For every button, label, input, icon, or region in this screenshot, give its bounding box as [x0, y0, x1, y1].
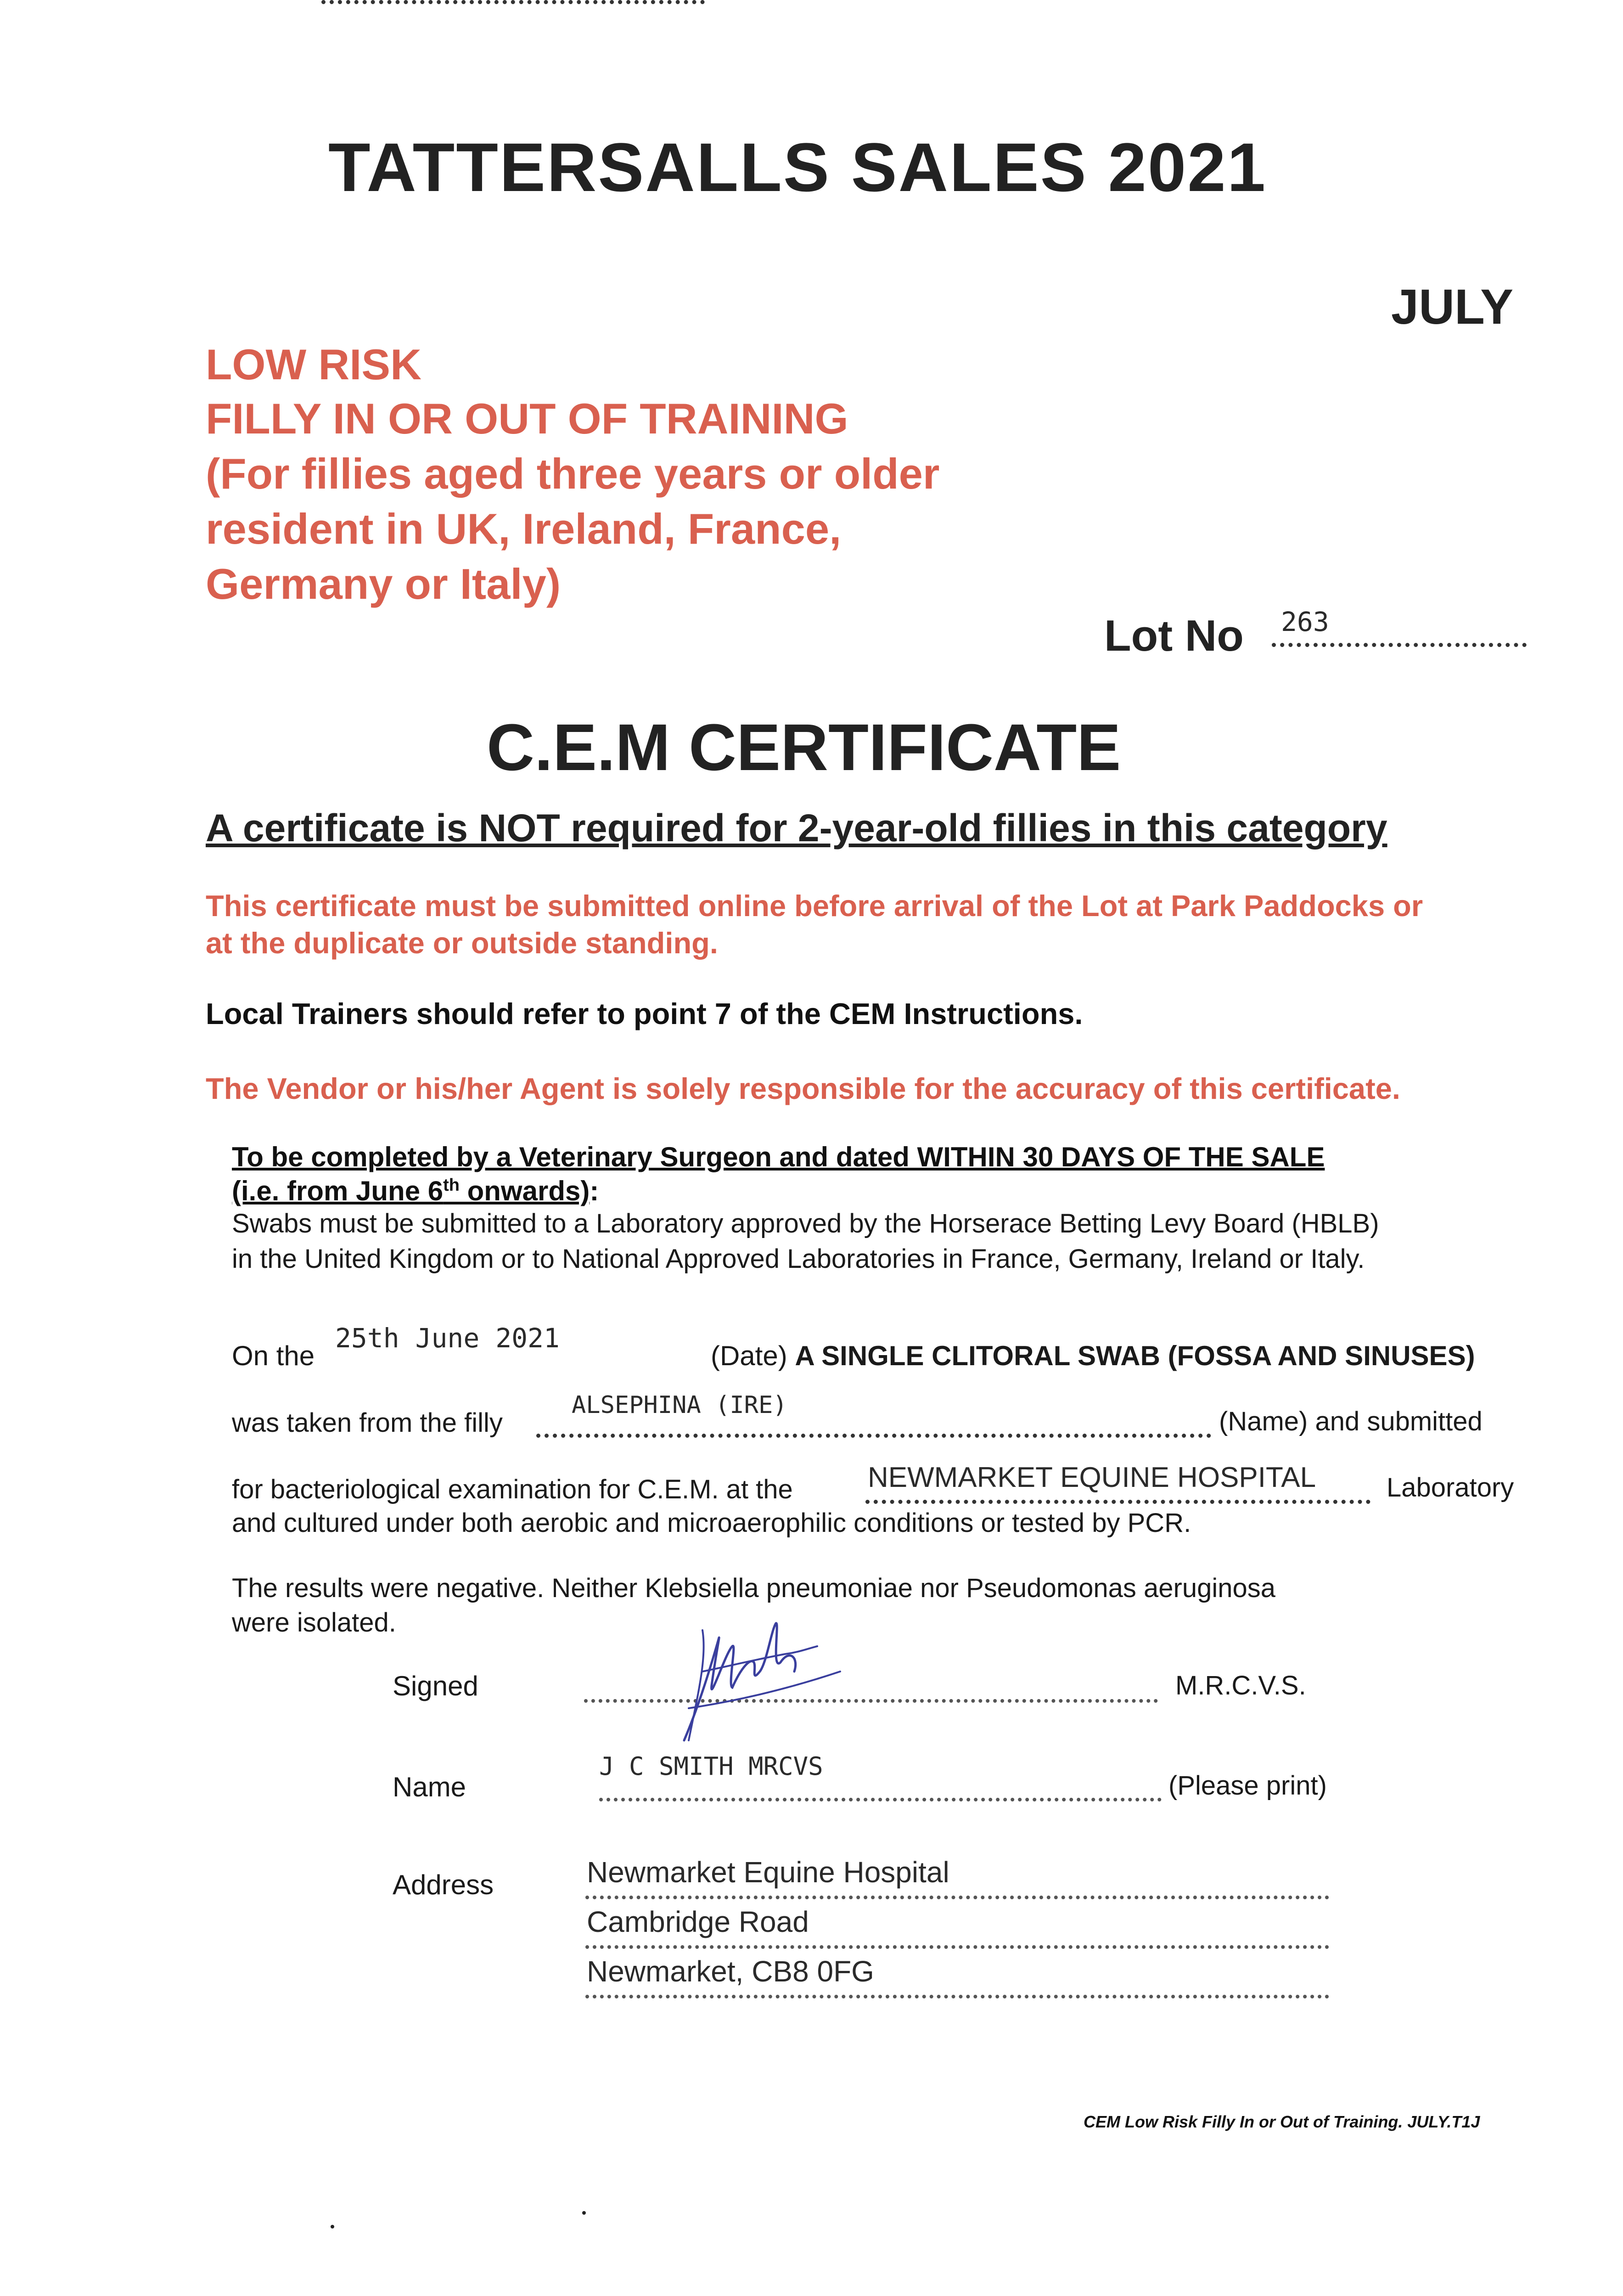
- address-line-2[interactable]: Cambridge Road: [587, 1905, 809, 1938]
- not-required-notice: A certificate is NOT required for 2-year-old fillies in this category: [206, 806, 1387, 850]
- filly-name-value[interactable]: ALSEPHINA (IRE): [572, 1391, 787, 1419]
- ordinal-suffix: th: [443, 1176, 460, 1195]
- vet-instructions-heading-2: [232, 1175, 599, 1207]
- please-print-label: (Please print): [1168, 1771, 1327, 1801]
- category-line-2: FILLY IN OR OUT OF TRAINING: [206, 394, 848, 443]
- category-line-4: resident in UK, Ireland, France,: [206, 505, 842, 553]
- name-label: Name: [393, 1772, 466, 1802]
- exam-text: for bacteriological examination for C.E.M. at the: [232, 1474, 793, 1504]
- category-line-5: Germany or Italy): [206, 560, 561, 608]
- address-line-3-dots: [585, 1995, 1329, 1998]
- heading-colon: :: [590, 1176, 599, 1206]
- address-line-3[interactable]: Newmarket, CB8 0FG: [587, 1955, 874, 1988]
- date-range-text: (i.e. from June 6: [232, 1176, 444, 1206]
- taken-from-label: was taken from the filly: [232, 1408, 503, 1438]
- scan-mark: [331, 2225, 334, 2228]
- name-submitted-label: (Name) and submitted: [1219, 1407, 1483, 1436]
- signed-label: Signed: [393, 1671, 478, 1701]
- filly-name-line: [536, 1434, 1211, 1438]
- mrcvs-label: M.R.C.V.S.: [1175, 1671, 1306, 1700]
- form-reference: CEM Low Risk Filly In or Out of Training. JULY.T1J: [1084, 2112, 1480, 2131]
- date-label: [711, 1340, 1475, 1372]
- category-line-3: (For fillies aged three years or older: [206, 450, 940, 498]
- culture-text: and cultured under both aerobic and microaerophilic conditions or tested by PCR.: [232, 1508, 1191, 1538]
- sale-title: TATTERSALLS SALES 2021: [328, 129, 1267, 206]
- laboratory-label: Laboratory: [1387, 1473, 1514, 1503]
- lot-number-line: [1272, 643, 1527, 647]
- address-label: Address: [393, 1869, 494, 1900]
- swab-submission-line-2: in the United Kingdom or to National Approved Laboratories in France, Germany, Ireland or Italy.: [232, 1244, 1365, 1274]
- submission-instruction-line-1: This certificate must be submitted online before arrival of the Lot at Park Paddocks or: [206, 889, 1423, 923]
- address-line-1[interactable]: Newmarket Equine Hospital: [587, 1856, 949, 1889]
- category-line-1: LOW RISK: [206, 340, 421, 388]
- results-line-1: The results were negative. Neither Klebsiella pneumoniae nor Pseudomonas aeruginosa: [232, 1573, 1276, 1603]
- laboratory-line: [865, 1500, 1370, 1504]
- date-range-end: onwards): [459, 1176, 590, 1206]
- vendor-responsibility-note: The Vendor or his/her Agent is solely responsible for the accuracy of this certificate.: [206, 1072, 1400, 1105]
- address-line-1-dots: [585, 1896, 1329, 1899]
- swab-submission-line-1: Swabs must be submitted to a Laboratory approved by the Horserace Betting Levy Board (HBLB): [232, 1209, 1379, 1238]
- lot-label: Lot No: [1104, 611, 1244, 660]
- vet-name-value[interactable]: J C SMITH MRCVS: [599, 1752, 823, 1781]
- submission-instruction-line-2: at the duplicate or outside standing.: [206, 926, 718, 960]
- scan-mark: [582, 2211, 586, 2215]
- address-line-2-dots: [585, 1945, 1329, 1949]
- results-line-2: were isolated.: [232, 1608, 396, 1638]
- laboratory-value[interactable]: NEWMARKET EQUINE HOSPITAL: [868, 1462, 1316, 1493]
- handwritten-signature: [634, 1603, 872, 1754]
- date-label-text: (Date): [711, 1340, 787, 1371]
- date-field-value[interactable]: 25th June 2021: [335, 1322, 560, 1354]
- on-the-label: On the: [232, 1340, 315, 1371]
- sale-month: JULY: [1391, 279, 1514, 334]
- swab-type-text: A SINGLE CLITORAL SWAB (FOSSA AND SINUSES): [795, 1340, 1475, 1371]
- date-field-line: [321, 0, 705, 4]
- name-line: [599, 1798, 1162, 1801]
- vet-instructions-heading-1: To be completed by a Veterinary Surgeon and dated WITHIN 30 DAYS OF THE SALE: [232, 1142, 1325, 1172]
- lot-number-value[interactable]: 263: [1281, 606, 1329, 637]
- local-trainers-note: Local Trainers should refer to point 7 of the CEM Instructions.: [206, 997, 1083, 1030]
- certificate-title: C.E.M CERTIFICATE: [487, 710, 1121, 784]
